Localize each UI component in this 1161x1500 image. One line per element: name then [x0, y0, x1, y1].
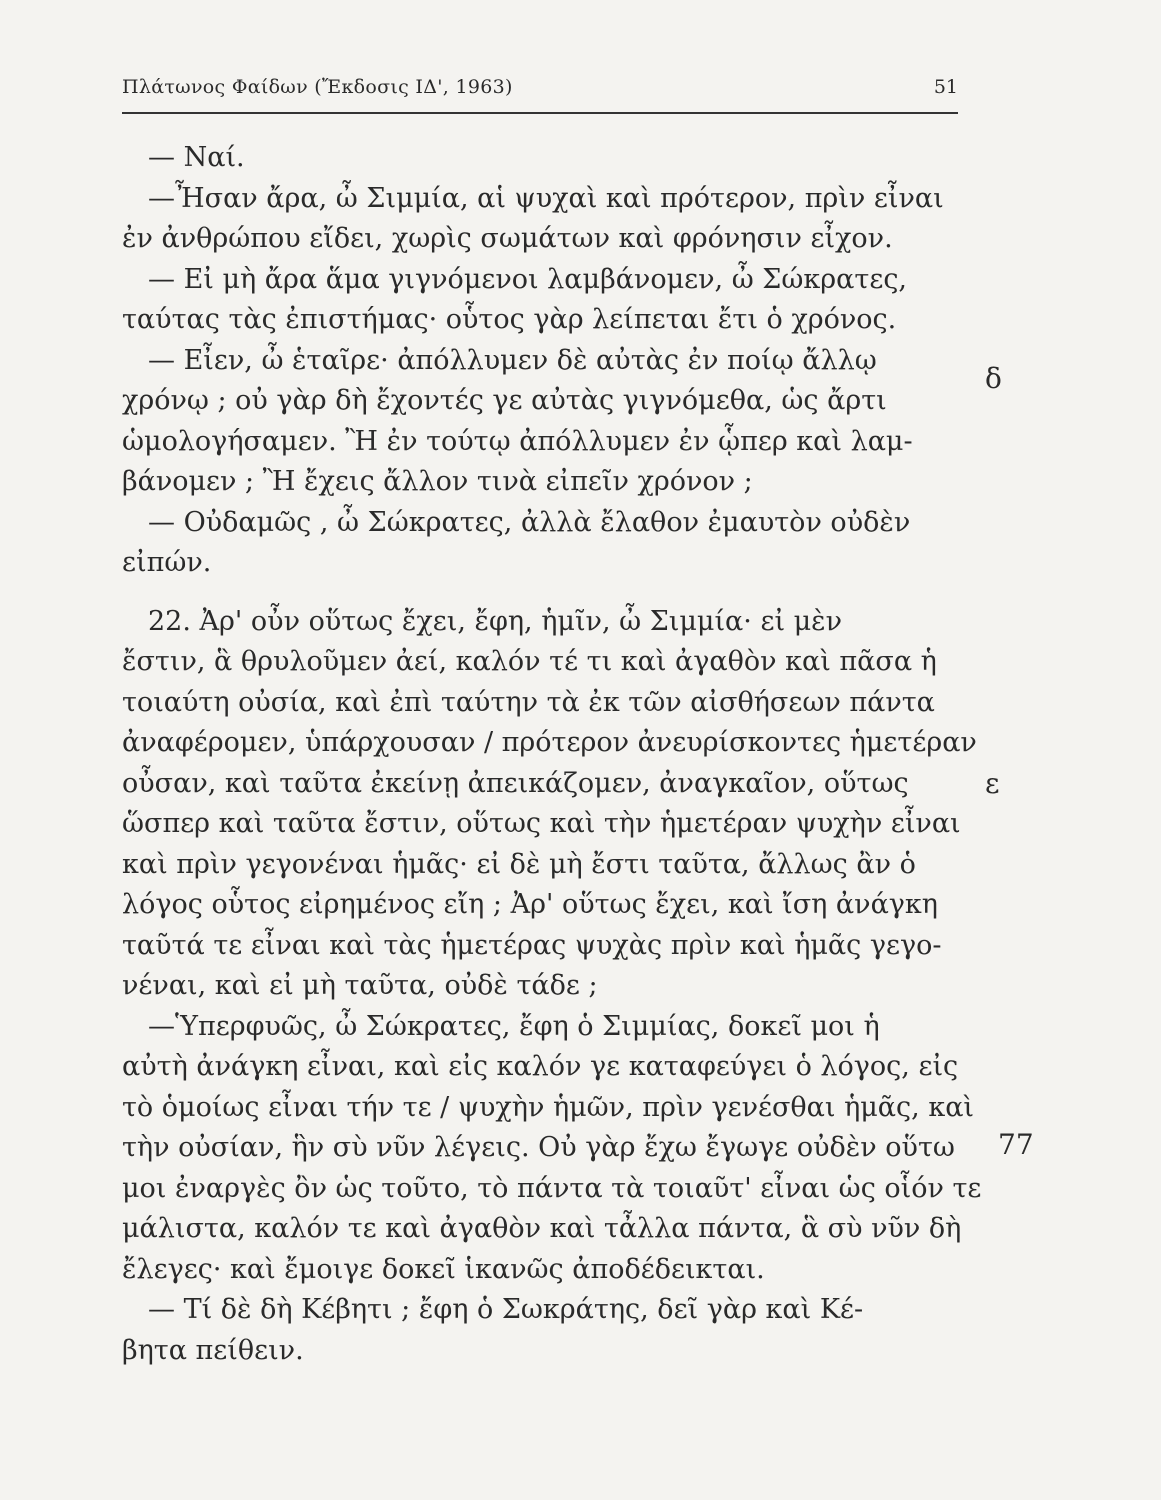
text-line: — Οὐδαμῶς , ὦ Σώκρατες, ἀλλὰ ἔλαθον ἐμαυτὸν οὐδὲν: [148, 506, 911, 538]
text-line: ταύτας τὰς ἐπιστήμας· οὗτος γὰρ λείπεται ἔτι ὁ χρόνος.: [122, 304, 897, 335]
text-line: — Εἶεν, ὦ ἑταῖρε· ἀπόλλυμεν δὲ αὐτὰς ἐν ποίῳ ἄλλῳ: [148, 344, 877, 376]
text-line: ἔλεγες· καὶ ἔμοιγε δοκεῖ ἱκανῶς ἀποδέδεικται.: [122, 1253, 765, 1285]
header-title: Πλάτωνος Φαίδων (Ἔκδοσις ΙΔ', 1963): [122, 76, 513, 98]
text-line: μοι ἐναργὲς ὂν ὡς τοῦτο, τὸ πάντα τὰ τοιαῦτ' εἶναι ὡς οἷόν τε: [122, 1172, 982, 1204]
text-line: ἔστιν, ἃ θρυλοῦμεν ἀεί, καλόν τέ τι καὶ ἀγαθὸν καὶ πᾶσα ἡ: [122, 646, 937, 677]
text-line: — Τί δὲ δὴ Κέβητι ; ἔφη ὁ Σωκράτης, δεῖ γὰρ καὶ Κέ-: [148, 1294, 864, 1325]
text-line: καὶ πρὶν γεγονέναι ἡμᾶς· εἰ δὲ μὴ ἔστι ταῦτα, ἄλλως ἂν ὁ: [122, 848, 916, 880]
text-line: εἰπών.: [122, 547, 212, 578]
text-line: αὐτὴ ἀνάγκη εἶναι, καὶ εἰς καλόν γε καταφεύγει ὁ λόγος, εἰς: [122, 1051, 959, 1082]
margin-marker-e: ε: [985, 767, 1000, 800]
text-line: τὸ ὁμοίως εἶναι τήν τε / ψυχὴν ἡμῶν, πρὶν γενέσθαι ἡμᾶς, καὶ: [122, 1091, 975, 1123]
text-line: οὖσαν, καὶ ταῦτα ἐκείνῃ ἀπεικάζομεν, ἀναγκαῖον, οὕτως: [122, 767, 909, 799]
text-line: — Ναί.: [148, 142, 245, 173]
text-line: βάνομεν ; Ἢ ἔχεις ἄλλον τινὰ εἰπεῖν χρόνον ;: [122, 466, 753, 497]
text-line: ὥσπερ καὶ ταῦτα ἔστιν, οὕτως καὶ τὴν ἡμετέραν ψυχὴν εἶναι: [122, 808, 961, 839]
text-line: βητα πείθειν.: [122, 1334, 304, 1366]
text-line: ἀναφέρομεν, ὑπάρχουσαν / πρότερον ἀνευρίσκοντες ἡμετέραν: [122, 727, 977, 758]
text-line: ταῦτά τε εἶναι καὶ τὰς ἡμετέρας ψυχὰς πρὶν καὶ ἡμᾶς γεγο-: [122, 929, 942, 961]
text-line: —Ἦσαν ἄρα, ὦ Σιμμία, αἱ ψυχαὶ καὶ πρότερον, πρὶν εἶναι: [148, 182, 944, 214]
section-start-line: 22. Ἀρ' οὖν οὕτως ἔχει, ἔφη, ἡμῖν, ὦ Σιμμία· εἰ μὲν: [148, 605, 843, 637]
text-line: μάλιστα, καλόν τε καὶ ἀγαθὸν καὶ τἆλλα πάντα, ἃ σὺ νῦν δὴ: [122, 1213, 962, 1244]
text-line: χρόνῳ ; οὐ γὰρ δὴ ἔχοντές γε αὐτὰς γιγνόμεθα, ὡς ἄρτι: [122, 385, 887, 416]
margin-marker-d: δ: [985, 362, 1002, 395]
text-line: ἐν ἀνθρώπου εἴδει, χωρὶς σωμάτων καὶ φρόνησιν εἶχον.: [122, 223, 893, 254]
text-line: λόγος οὗτος εἰρημένος εἴη ; Ἀρ' οὕτως ἔχει, καὶ ἴση ἀνάγκη: [122, 889, 938, 920]
running-header: [122, 76, 958, 114]
text-line: νέναι, καὶ εἰ μὴ ταῦτα, οὐδὲ τάδε ;: [122, 970, 598, 1001]
text-line: τοιαύτη οὐσία, καὶ ἐπὶ ταύτην τὰ ἐκ τῶν αἰσθήσεων πάντα: [122, 686, 935, 718]
text-line: ὡμολογήσαμεν. Ἢ ἐν τούτῳ ἀπόλλυμεν ἐν ᾧπερ καὶ λαμ-: [122, 425, 913, 457]
main-text: [122, 138, 982, 1371]
text-line: —Ὑπερφυῶς, ὦ Σώκρατες, ἔφη ὁ Σιμμίας, δοκεῖ μοι ἡ: [148, 1010, 880, 1042]
text-line: — Εἰ μὴ ἄρα ἅμα γιγνόμενοι λαμβάνομεν, ὦ Σώκρατες,: [148, 263, 908, 295]
text-line: τὴν οὐσίαν, ἣν σὺ νῦν λέγεις. Οὐ γὰρ ἔχω ἔγωγε οὐδὲν οὕτω: [122, 1132, 955, 1163]
page-number: 51: [933, 76, 958, 98]
margin-stephanus-number: 77: [998, 1128, 1034, 1161]
